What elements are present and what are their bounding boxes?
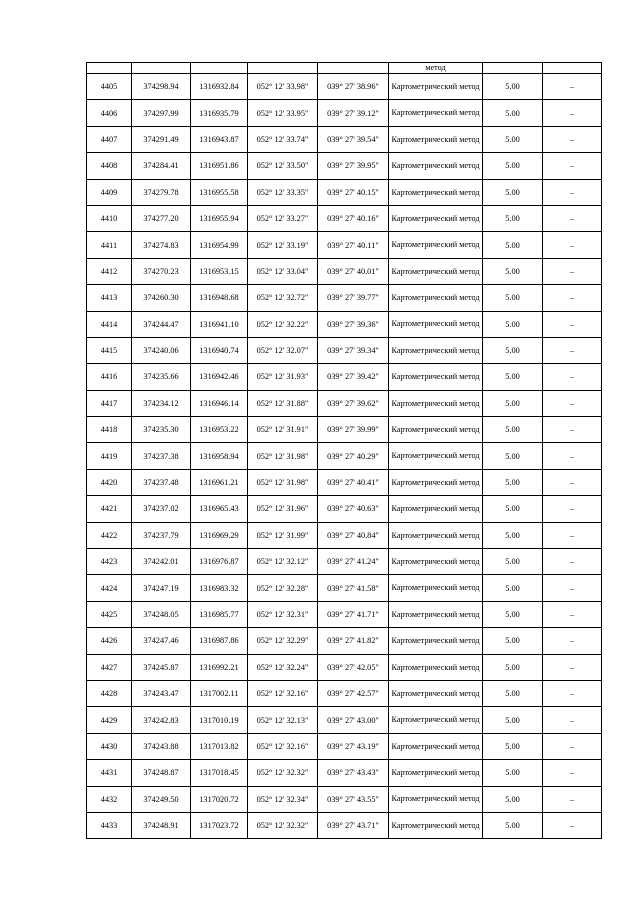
cell-method: метод — [389, 63, 483, 74]
cell-x: 374237.02 — [132, 496, 191, 522]
cell-note: – — [543, 496, 602, 522]
cell-latitude: 052° 12' 33.95" — [248, 100, 318, 126]
cell-latitude: 052° 12' 33.74" — [248, 126, 318, 152]
cell-x: 374297.99 — [132, 100, 191, 126]
cell-y: 1316965.43 — [191, 496, 248, 522]
cell-x: 374242.83 — [132, 707, 191, 733]
cell-longitude: 039° 27' 41.71" — [318, 601, 389, 627]
cell-longitude: 039° 27' 39.77" — [318, 285, 389, 311]
cell-method: Картометрический метод — [389, 100, 483, 126]
table-row — [87, 707, 602, 733]
cell-accuracy: 5.00 — [483, 680, 543, 706]
table-row — [87, 390, 602, 416]
cell-method: Картометрический метод — [389, 390, 483, 416]
table-row — [87, 522, 602, 548]
cell-longitude: 039° 27' 39.42" — [318, 364, 389, 390]
cell-longitude: 039° 27' 42.57" — [318, 680, 389, 706]
cell-y: 1316941.10 — [191, 311, 248, 337]
cell-note: – — [543, 153, 602, 179]
cell-latitude: 052° 12' 32.12" — [248, 549, 318, 575]
cell-method: Картометрический метод — [389, 601, 483, 627]
cell-point-number: 4408 — [87, 153, 132, 179]
cell-latitude: 052° 12' 31.93" — [248, 364, 318, 390]
cell-method: Картометрический метод — [389, 179, 483, 205]
cell-x: 374298.94 — [132, 74, 191, 100]
cell-method: Картометрический метод — [389, 364, 483, 390]
cell-longitude: 039° 27' 40.01" — [318, 258, 389, 284]
cell-accuracy — [483, 63, 543, 74]
cell-accuracy: 5.00 — [483, 707, 543, 733]
cell-note: – — [543, 760, 602, 786]
cell-accuracy: 5.00 — [483, 100, 543, 126]
cell-accuracy: 5.00 — [483, 496, 543, 522]
cell-accuracy: 5.00 — [483, 601, 543, 627]
table-row — [87, 179, 602, 205]
cell-method: Картометрический метод — [389, 285, 483, 311]
cell-latitude: 052° 12' 33.19" — [248, 232, 318, 258]
table-row — [87, 469, 602, 495]
table-row — [87, 680, 602, 706]
cell-accuracy: 5.00 — [483, 733, 543, 759]
cell-longitude: 039° 27' 39.12" — [318, 100, 389, 126]
table-row — [87, 364, 602, 390]
cell-x: 374260.30 — [132, 285, 191, 311]
cell-y: 1316943.87 — [191, 126, 248, 152]
table-row — [87, 575, 602, 601]
cell-x: 374234.12 — [132, 390, 191, 416]
table-row — [87, 285, 602, 311]
cell-latitude: 052° 12' 32.16" — [248, 733, 318, 759]
cell-note: – — [543, 654, 602, 680]
table-row-continued — [87, 63, 602, 74]
cell-latitude: 052° 12' 32.34" — [248, 786, 318, 812]
cell-point-number: 4428 — [87, 680, 132, 706]
cell-point-number: 4405 — [87, 74, 132, 100]
cell-point-number: 4415 — [87, 337, 132, 363]
cell-longitude: 039° 27' 39.95" — [318, 153, 389, 179]
cell-latitude: 052° 12' 32.22" — [248, 311, 318, 337]
cell-y: 1316987.86 — [191, 628, 248, 654]
cell-accuracy: 5.00 — [483, 786, 543, 812]
cell-method: Картометрический метод — [389, 469, 483, 495]
cell-x: 374235.30 — [132, 417, 191, 443]
cell-method: Картометрический метод — [389, 126, 483, 152]
cell-note: – — [543, 443, 602, 469]
table-row — [87, 443, 602, 469]
cell-note: – — [543, 601, 602, 627]
cell-longitude: 039° 27' 43.19" — [318, 733, 389, 759]
table-row — [87, 232, 602, 258]
cell-accuracy: 5.00 — [483, 443, 543, 469]
cell-note: – — [543, 549, 602, 575]
cell-latitude: 052° 12' 32.07" — [248, 337, 318, 363]
cell-point-number: 4433 — [87, 812, 132, 838]
cell-point-number: 4413 — [87, 285, 132, 311]
cell-y: 1317002.11 — [191, 680, 248, 706]
table-row — [87, 205, 602, 231]
cell-note: – — [543, 733, 602, 759]
cell-y: 1317023.72 — [191, 812, 248, 838]
cell-accuracy: 5.00 — [483, 126, 543, 152]
cell-longitude: 039° 27' 41.58" — [318, 575, 389, 601]
cell-y: 1316942.46 — [191, 364, 248, 390]
cell-x: 374270.23 — [132, 258, 191, 284]
cell-x: 374237.79 — [132, 522, 191, 548]
cell-x: 374291.49 — [132, 126, 191, 152]
cell-accuracy: 5.00 — [483, 74, 543, 100]
cell-accuracy: 5.00 — [483, 812, 543, 838]
cell-method: Картометрический метод — [389, 812, 483, 838]
cell-x: 374248.91 — [132, 812, 191, 838]
cell-longitude: 039° 27' 39.36" — [318, 311, 389, 337]
cell-method: Картометрический метод — [389, 311, 483, 337]
cell-longitude: 039° 27' 39.99" — [318, 417, 389, 443]
cell-latitude: 052° 12' 32.72" — [248, 285, 318, 311]
cell-latitude: 052° 12' 32.28" — [248, 575, 318, 601]
cell-longitude: 039° 27' 39.62" — [318, 390, 389, 416]
cell-latitude: 052° 12' 31.98" — [248, 469, 318, 495]
cell-accuracy: 5.00 — [483, 522, 543, 548]
cell-point-number: 4407 — [87, 126, 132, 152]
cell-method: Картометрический метод — [389, 443, 483, 469]
cell-x: 374235.66 — [132, 364, 191, 390]
cell-latitude: 052° 12' 33.98" — [248, 74, 318, 100]
cell-method: Картометрический метод — [389, 680, 483, 706]
cell-longitude: 039° 27' 40.16" — [318, 205, 389, 231]
cell-point-number: 4417 — [87, 390, 132, 416]
cell-x: 374249.50 — [132, 786, 191, 812]
cell-point-number — [87, 63, 132, 74]
cell-latitude: 052° 12' 32.32" — [248, 760, 318, 786]
cell-latitude: 052° 12' 33.35" — [248, 179, 318, 205]
cell-latitude: 052° 12' 31.88" — [248, 390, 318, 416]
cell-y: 1316953.15 — [191, 258, 248, 284]
cell-method: Картометрический метод — [389, 337, 483, 363]
cell-accuracy: 5.00 — [483, 549, 543, 575]
cell-accuracy: 5.00 — [483, 205, 543, 231]
cell-point-number: 4430 — [87, 733, 132, 759]
cell-note: – — [543, 74, 602, 100]
cell-method: Картометрический метод — [389, 786, 483, 812]
cell-note: – — [543, 364, 602, 390]
cell-method: Картометрический метод — [389, 258, 483, 284]
cell-method: Картометрический метод — [389, 417, 483, 443]
cell-point-number: 4421 — [87, 496, 132, 522]
cell-point-number: 4411 — [87, 232, 132, 258]
cell-y: 1316955.58 — [191, 179, 248, 205]
cell-latitude: 052° 12' 32.16" — [248, 680, 318, 706]
cell-x: 374274.83 — [132, 232, 191, 258]
cell-note: – — [543, 469, 602, 495]
cell-point-number: 4424 — [87, 575, 132, 601]
cell-longitude: 039° 27' 40.15" — [318, 179, 389, 205]
cell-y: 1316946.14 — [191, 390, 248, 416]
cell-note: – — [543, 100, 602, 126]
cell-longitude: 039° 27' 40.84" — [318, 522, 389, 548]
cell-point-number: 4422 — [87, 522, 132, 548]
table-row — [87, 496, 602, 522]
cell-note: – — [543, 628, 602, 654]
cell-y: 1316953.22 — [191, 417, 248, 443]
coordinates-table — [86, 62, 602, 839]
cell-latitude: 052° 12' 32.31" — [248, 601, 318, 627]
cell-method: Картометрический метод — [389, 760, 483, 786]
table-row — [87, 337, 602, 363]
cell-accuracy: 5.00 — [483, 654, 543, 680]
cell-latitude: 052° 12' 32.13" — [248, 707, 318, 733]
cell-y: 1316940.74 — [191, 337, 248, 363]
cell-accuracy: 5.00 — [483, 760, 543, 786]
cell-y: 1317013.82 — [191, 733, 248, 759]
cell-accuracy: 5.00 — [483, 628, 543, 654]
cell-point-number: 4426 — [87, 628, 132, 654]
cell-y — [191, 63, 248, 74]
cell-point-number: 4414 — [87, 311, 132, 337]
cell-y: 1316948.68 — [191, 285, 248, 311]
table-row — [87, 417, 602, 443]
cell-y: 1317018.45 — [191, 760, 248, 786]
cell-accuracy: 5.00 — [483, 179, 543, 205]
cell-method: Картометрический метод — [389, 628, 483, 654]
table-row — [87, 733, 602, 759]
cell-x: 374244.47 — [132, 311, 191, 337]
cell-x: 374247.19 — [132, 575, 191, 601]
cell-note: – — [543, 258, 602, 284]
cell-y: 1317020.72 — [191, 786, 248, 812]
cell-x: 374237.38 — [132, 443, 191, 469]
cell-latitude: 052° 12' 33.50" — [248, 153, 318, 179]
cell-point-number: 4412 — [87, 258, 132, 284]
cell-point-number: 4432 — [87, 786, 132, 812]
cell-longitude — [318, 63, 389, 74]
cell-latitude: 052° 12' 31.91" — [248, 417, 318, 443]
cell-point-number: 4419 — [87, 443, 132, 469]
cell-note: – — [543, 417, 602, 443]
cell-y: 1316951.86 — [191, 153, 248, 179]
cell-longitude: 039° 27' 40.11" — [318, 232, 389, 258]
cell-point-number: 4431 — [87, 760, 132, 786]
cell-longitude: 039° 27' 41.24" — [318, 549, 389, 575]
cell-accuracy: 5.00 — [483, 575, 543, 601]
cell-longitude: 039° 27' 43.00" — [318, 707, 389, 733]
cell-x: 374237.48 — [132, 469, 191, 495]
table-row — [87, 153, 602, 179]
cell-note: – — [543, 126, 602, 152]
cell-y: 1316983.32 — [191, 575, 248, 601]
cell-note: – — [543, 337, 602, 363]
cell-note: – — [543, 575, 602, 601]
cell-note: – — [543, 680, 602, 706]
cell-longitude: 039° 27' 41.82" — [318, 628, 389, 654]
cell-method: Картометрический метод — [389, 74, 483, 100]
cell-method: Картометрический метод — [389, 654, 483, 680]
cell-latitude: 052° 12' 31.99" — [248, 522, 318, 548]
cell-y: 1316954.99 — [191, 232, 248, 258]
cell-note: – — [543, 390, 602, 416]
cell-y: 1317010.19 — [191, 707, 248, 733]
cell-point-number: 4429 — [87, 707, 132, 733]
cell-point-number: 4406 — [87, 100, 132, 126]
table-row — [87, 812, 602, 838]
cell-accuracy: 5.00 — [483, 469, 543, 495]
cell-accuracy: 5.00 — [483, 390, 543, 416]
cell-note: – — [543, 786, 602, 812]
table-row — [87, 786, 602, 812]
table-row — [87, 549, 602, 575]
table-row — [87, 100, 602, 126]
cell-method: Картометрический метод — [389, 733, 483, 759]
cell-x — [132, 63, 191, 74]
cell-latitude — [248, 63, 318, 74]
cell-note: – — [543, 707, 602, 733]
cell-longitude: 039° 27' 38.96" — [318, 74, 389, 100]
cell-point-number: 4425 — [87, 601, 132, 627]
cell-x: 374277.20 — [132, 205, 191, 231]
cell-x: 374245.87 — [132, 654, 191, 680]
cell-point-number: 4427 — [87, 654, 132, 680]
cell-latitude: 052° 12' 32.32" — [248, 812, 318, 838]
cell-longitude: 039° 27' 39.54" — [318, 126, 389, 152]
cell-x: 374284.41 — [132, 153, 191, 179]
cell-method: Картометрический метод — [389, 205, 483, 231]
cell-longitude: 039° 27' 40.41" — [318, 469, 389, 495]
cell-method: Картометрический метод — [389, 549, 483, 575]
cell-latitude: 052° 12' 32.24" — [248, 654, 318, 680]
cell-method: Картометрический метод — [389, 496, 483, 522]
table-row — [87, 126, 602, 152]
cell-x: 374240.06 — [132, 337, 191, 363]
cell-method: Картометрический метод — [389, 707, 483, 733]
cell-point-number: 4420 — [87, 469, 132, 495]
cell-x: 374279.78 — [132, 179, 191, 205]
cell-y: 1316955.94 — [191, 205, 248, 231]
cell-point-number: 4418 — [87, 417, 132, 443]
cell-accuracy: 5.00 — [483, 417, 543, 443]
table-row — [87, 760, 602, 786]
cell-note: – — [543, 179, 602, 205]
cell-method: Картометрический метод — [389, 153, 483, 179]
cell-note: – — [543, 812, 602, 838]
cell-y: 1316961.21 — [191, 469, 248, 495]
cell-x: 374247.46 — [132, 628, 191, 654]
cell-note: – — [543, 522, 602, 548]
cell-y: 1316969.29 — [191, 522, 248, 548]
cell-longitude: 039° 27' 43.55" — [318, 786, 389, 812]
cell-method: Картометрический метод — [389, 232, 483, 258]
cell-accuracy: 5.00 — [483, 258, 543, 284]
cell-x: 374243.47 — [132, 680, 191, 706]
cell-point-number: 4410 — [87, 205, 132, 231]
cell-accuracy: 5.00 — [483, 153, 543, 179]
table-row — [87, 74, 602, 100]
cell-longitude: 039° 27' 42.05" — [318, 654, 389, 680]
table-row — [87, 628, 602, 654]
cell-y: 1316976.87 — [191, 549, 248, 575]
cell-longitude: 039° 27' 40.29" — [318, 443, 389, 469]
cell-y: 1316935.79 — [191, 100, 248, 126]
cell-longitude: 039° 27' 43.43" — [318, 760, 389, 786]
cell-y: 1316985.77 — [191, 601, 248, 627]
cell-accuracy: 5.00 — [483, 337, 543, 363]
cell-y: 1316932.84 — [191, 74, 248, 100]
cell-note: – — [543, 205, 602, 231]
cell-latitude: 052° 12' 33.04" — [248, 258, 318, 284]
cell-latitude: 052° 12' 33.27" — [248, 205, 318, 231]
cell-latitude: 052° 12' 31.96" — [248, 496, 318, 522]
cell-note — [543, 63, 602, 74]
cell-longitude: 039° 27' 43.71" — [318, 812, 389, 838]
table-row — [87, 311, 602, 337]
cell-latitude: 052° 12' 32.29" — [248, 628, 318, 654]
cell-longitude: 039° 27' 39.34" — [318, 337, 389, 363]
table-row — [87, 258, 602, 284]
cell-x: 374242.01 — [132, 549, 191, 575]
cell-y: 1316958.94 — [191, 443, 248, 469]
cell-x: 374243.88 — [132, 733, 191, 759]
cell-accuracy: 5.00 — [483, 285, 543, 311]
cell-note: – — [543, 232, 602, 258]
cell-method: Картометрический метод — [389, 575, 483, 601]
cell-x: 374248.87 — [132, 760, 191, 786]
cell-x: 374248.05 — [132, 601, 191, 627]
cell-accuracy: 5.00 — [483, 311, 543, 337]
table-row — [87, 601, 602, 627]
cell-point-number: 4409 — [87, 179, 132, 205]
cell-longitude: 039° 27' 40.63" — [318, 496, 389, 522]
table-row — [87, 654, 602, 680]
cell-latitude: 052° 12' 31.98" — [248, 443, 318, 469]
cell-note: – — [543, 285, 602, 311]
cell-y: 1316992.21 — [191, 654, 248, 680]
cell-method: Картометрический метод — [389, 522, 483, 548]
cell-accuracy: 5.00 — [483, 232, 543, 258]
cell-point-number: 4423 — [87, 549, 132, 575]
cell-accuracy: 5.00 — [483, 364, 543, 390]
cell-point-number: 4416 — [87, 364, 132, 390]
cell-note: – — [543, 311, 602, 337]
